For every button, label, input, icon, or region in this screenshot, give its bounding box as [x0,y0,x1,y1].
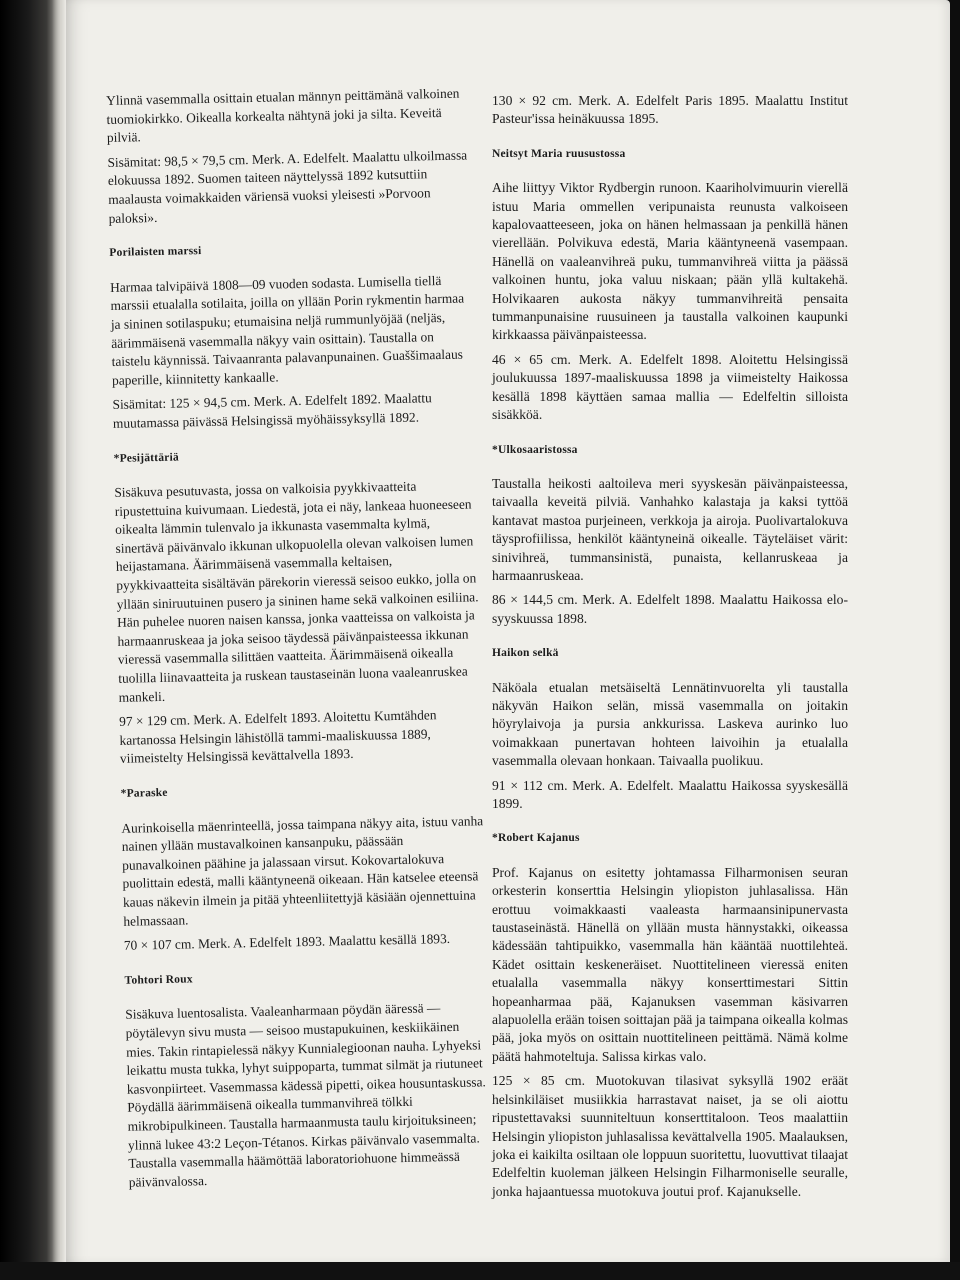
entry-title: *Paraske [120,786,168,800]
entry-robert-kajanus [492,829,848,1201]
entry-paragraph: 97 × 129 cm. Merk. A. Edelfelt 1893. Aloitettu Kumtähden kartanossa Helsingin lähistöllä tammi-maaliskuussa 1889, viimeistelty Helsingissä kevättalvella 1893. [119,707,437,767]
entry-porilaisten-marssi [109,237,475,434]
entry-paragraph: Aihe liittyy Viktor Rydbergin runoon. Kaariholvimuurin vierellä istuu Maria ommellen veripunaista reunusta valkoiseen kapalovaatteeseen, joka on hänen helmassaan ja penkillä hänen vierellään. Polvikuva edestä, Maria kääntyneenä vasempaan. Hänellä on vaaleanvihreä puku, tummanvihreä viitta ja päässä valkoinen huntu, joka valuu niskaan; pään yllä kultakehä. Holvikaaren aukosta näkyy tummanvihreitä pensaita tummanpunaisine ruusuineen ja taustalla valkoinen kaupunki kirkkaassa päivänpaisteessa. [492,180,848,343]
entry-neitsyt-maria [492,145,848,425]
left-column [106,84,491,1208]
entry-haikon-selka [492,644,848,813]
entry-paragraph: Prof. Kajanus on esitetty johtamassa Filharmonisen seuran orkesterin konserttia Helsingin yliopiston juhlasalissa. Hän erottuu voimakkaasti vaaleasta harmaansinipunervasta taustaseinästä. Hänellä on yllään musta hännystakki, oikeassa kädessään tahtipuikko, vasemmalla hän kääntää nuottilehteä. Kädet osittain keskeneräiset. Nuottitelineen vieressä eniten etualalla vasemmalla näkyy konserttimestari Sittin hopeanharmaa pää, Kajanuksen vasemman käsivarren alapuolella erään toisen soittajan pää ja taimpana oikealla kolmas pää, joka myös on osittain nuottitelineen peittämä. Nämä kolme päätä hahmoteltuja. Salissa kirkas valo. [492,864,848,1064]
entry-title: Porilaisten marssi [109,245,202,260]
entry-paragraph: Näköala etualan metsäiseltä Lennätinvuorelta yli taustalla näkyvän Haikon selän, missä vasemmalla on joitakin höyrylaivoja ja pursia ankkurissa. Laskeva aurinko luo voimakkaan punertavan hohteen laivoihin ja etualalla vasemmalla olevaan honkaan. Taivaalla puolikuu. [492,679,848,769]
entry-paragraph: 125 × 85 cm. Muotokuvan tilasivat syksyllä 1902 eräät helsinkiläiset musiikkia harrastavat naiset, ja se oli aiottu ripustettavaksi suunniteltuun konserttitaloon. Teos maalattiin Helsingin yliopiston juhlasalissa kevättalvella 1905. Maalauksen, joka ei kaikilta osiltaan ole loppuun suoritettu, luovuttivat tilaajat Edelfeltin kuoleman jälkeen Helsingin Filharmoniselle seuralle, jonka hajaantuessa muotokuva joutui prof. Kajanukselle. [492,1073,849,1199]
entry-paragraph: 130 × 92 cm. Merk. A. Edelfelt Paris 1895. Maalattu Institut Pasteur'issa heinäkuussa 1895. [492,93,848,127]
entry-paragraph: Sisämitat: 125 × 94,5 cm. Merk. A. Edelfelt 1892. Maalattu muutamassa päivässä Helsingissä myöhäissyksyllä 1892. [112,390,432,431]
entry-paragraph: Sisäkuva luentosalista. Vaaleanharmaan pöydän ääressä — pöytälevyn sivu musta — seisoo mustapukuinen, keskiikäinen mies. Takin rintapielessä näkyy Kunnialegioonan nauha. Lyhyeksi leikattu musta tukka, lyhyt suippoparta, tummat silmät ja riutuneet kasvonpiirteet. Vasemmassa kädessä pipetti, oikea housuntaskussa. Pöydällä äärimmäisenä oikealla tummanvihreä tölkki mikrobipulkineen. Taustalla harmaanmusta taulu kirjoituksineen; ylinnä lukee 43:2 Leçon-Tétanos. Kirkas päivänvalo vasemmalta. Taustalla vasemmalla häämöttää laboratoriohuone himmeässä päivänvalossa. [125,1000,486,1190]
entry-paragraph: Taustalla heikosti aaltoileva meri syyskesän päivänpaisteessa, taivaalla keveitä pilviä. Vanhahko kalastaja ja kaksi tyttöä kantavat mastoa purjeineen, verkkoja ja airoja. Puolivartalokuva täysprofiilissa, henkilöt kääntyneinä oikealle. Täyteläiset värit: sinivihreä, tummansinistä, punaista, kellanruskeaa ja harmaanruskeaa. [492,475,848,583]
entry-title: Neitsyt Maria ruusustossa [492,147,626,160]
entry-title: *Robert Kajanus [492,832,580,845]
entry-paragraph: Ylinnä vasemmalla osittain etualan männyn peittämänä valkoinen tuomiokirkko. Oikealla korkealta nähtynä joki ja silta. Keveitä pilviä. [106,85,460,146]
entry-paragraph: Aurinkoisella mäenrinteellä, jossa taimpana näkyy aita, istuu vanha nainen yllään mustavalkoinen kansanpuku, päässään punavalkoinen päähine ja jalassaan virsut. Kokovartalokuva puolittain edestä, malli kääntyneenä oikeaan. Hän katselee eteensä kauas näkevin ilmein ja pitää yhteenliitettyjä käsiään ojennettuina helmassaan. [121,812,484,929]
entry-title: Tohtori Roux [124,973,193,987]
entry-paragraph: 91 × 112 cm. Merk. A. Edelfelt. Maalattu Haikossa syyskesällä 1899. [492,777,848,811]
entry-paragraph: Sisämitat: 98,5 × 79,5 cm. Merk. A. Edelfelt. Maalattu ulkoilmassa elokuussa 1892. Suomen taiteen näyttelyssä 1892 kutsuttiin maalausta voimakkaiden väriensä vuoksi yleisesti »Porvoon paloksi». [107,147,468,226]
entry-paraske [121,777,486,955]
entry-tohtori-roux [124,964,491,1192]
entry-paragraph: 86 × 144,5 cm. Merk. A. Edelfelt 1898. Maalattu Haikossa elo-syyskuussa 1898. [492,592,848,626]
entry-paragraph: Harmaa talvipäivä 1808—09 vuoden sodasta. Lumisella tiellä marssii etualalla sotilaita, joilla on yllään Porin rykmentin harmaa ja sininen sotilaspuku; etumaisina neljä rummunlyöjää (neljäs, äärimmäisenä vasemmalla näkyy vain osittain). Taustalla on taistelu käynnissä. Taivaanranta palavanpunainen. Guaššimaalaus paperille, kiinnitetty kankaalle. [109,272,465,388]
entry-pesijattaria [113,442,482,769]
entry-porvoo [106,84,471,228]
entry-ulkosaaristossa [492,441,848,629]
page-gutter-edge [52,0,66,1280]
entry-title: *Pesijättäriä [113,451,179,465]
entry-title: *Ulkosaaristossa [492,443,578,456]
entry-roux-details [492,92,848,129]
entry-paragraph: Sisäkuva pesutuvasta, jossa on valkoisia pyykkivaatteita ripustettuina kuivumaan. Liedestä, jota ei näy, lankeaa huoneeseen oikealta lämmin tulenvalo ja ikkunasta vasemmalta kylmä, sinertävä päivänvalo ikkunan ulkopuolella olevan valkoisen lumen heijastamana. Äärimmäisenä vasemmalla keltaisen, pyykkivaatteita sisältävän pärekorin vieressä seisoo eukko, jolla on yllään siniruutuinen pusero ja sininen hame sekä valkoinen esiliina. Hän puhelee nuoren naisen kanssa, jonka vaatteissa on valkoista ja harmaanruskeaa ja joka seisoo täydessä päivänpaisteessa ikkunan vieressä vasemmalla silittäen vaatteita. Äärimmäisenä oikealla tuolilla liinavaatteita ja ruskean taustaseinän luona vaaleanruskea mankeli. [114,478,479,705]
entry-paragraph: 46 × 65 cm. Merk. A. Edelfelt 1898. Aloitettu Helsingissä joulukuussa 1897-maaliskuussa 1898 ja viimeistelty Haikossa kesällä 1898 käyttäen samaa mallia — Edelfeltin silloista sisäkköä. [492,351,848,423]
entry-paragraph: 70 × 107 cm. Merk. A. Edelfelt 1893. Maalattu kesällä 1893. [123,931,451,953]
right-column [492,92,848,1217]
entry-title: Haikon selkä [492,647,559,660]
background-edge [0,1262,960,1280]
